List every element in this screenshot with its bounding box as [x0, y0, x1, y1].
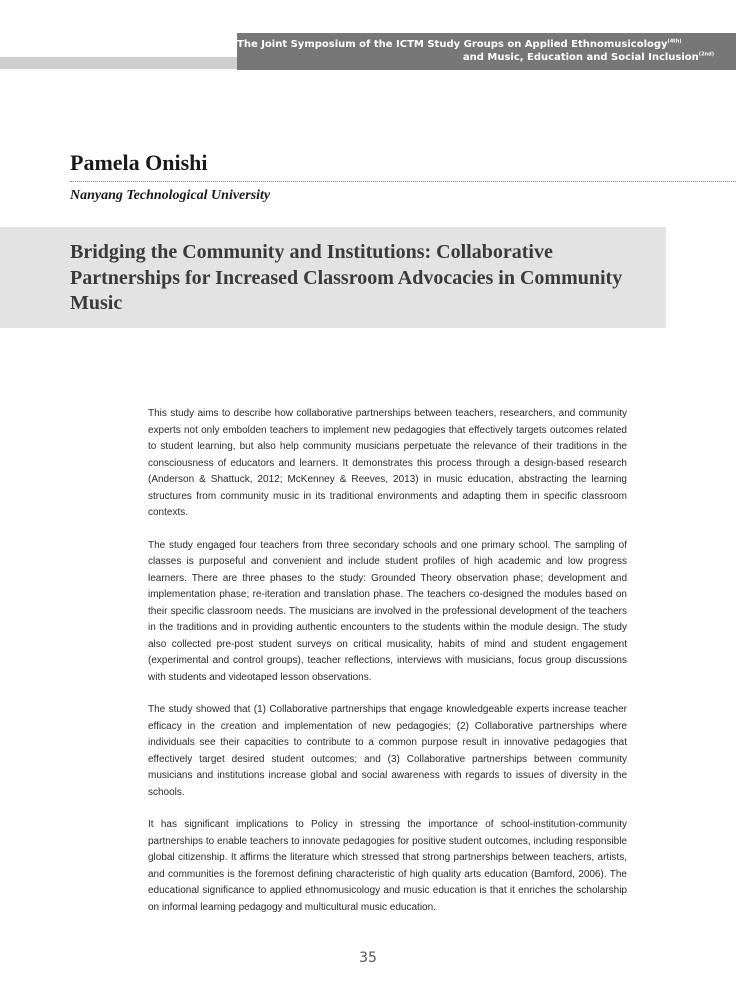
- page-number: 35: [359, 950, 377, 966]
- header-line-2-superscript: (2nd): [698, 51, 714, 58]
- header-line-1-superscript: (4th): [667, 38, 682, 45]
- abstract-paragraph-3: The study showed that (1) Collaborative partnerships that engage knowledgeable experts increase teacher efficacy in the creation and implementation of new pedagogies; (2) Collaborative partnerships where individuals see their capacities to contribute to a common purpose result in innovative pedagogies that effectively target desired student outcomes; and (3) Collaborative partnerships between community musicians and institutions increase global and social awareness with regards to issues of diversity in the schools.: [148, 704, 627, 798]
- author-divider: [70, 181, 736, 182]
- author-affiliation: Nanyang Technological University: [70, 188, 271, 203]
- paper-title: Bridging the Community and Institutions: Collaborative Partnerships for Increased Classroom Advocacies in Community Music: [70, 241, 623, 314]
- abstract: [148, 406, 627, 932]
- author-name: Pamela Onishi: [70, 150, 208, 175]
- abstract-paragraph-2: The study engaged four teachers from three secondary schools and one primary school. The sampling of classes is purposeful and convenient and include student profiles of high academic and low progress learners. There are three phases to the study: Grounded Theory observation phase; development and implementation phase; re-iteration and translation phase. The teachers co-designed the modules based on their specific classroom needs. The musicians are involved in the professional development of the teachers in the traditions and in providing authentic encounters to the students within the module design. The study also collected pre-post student surveys on critical musicality, habits of mind and student engagement (experimental and control groups), teacher reflections, interviews with musicians, focus group discussions with students and videotaped lesson observations.: [148, 539, 627, 683]
- running-header: [237, 33, 736, 70]
- header-line-1: The Joint Symposium of the ICTM Study Groups on Applied Ethnomusicology$^{(4th)}$: [237, 38, 682, 50]
- abstract-paragraph-4: It has significant implications to Policy in stressing the importance of school-institution-community partnerships to enable teachers to innovate pedagogies for positive student outcomes, including responsible global citizenship. It affirms the literature which stressed that strong partnerships between teachers, artists, and communities is the foremost defining characteristic of high quality arts education (Bamford, 2006). The educational significance to applied ethnomusicology and music education is that it enriches the scholarship on informal learning pedagogy and multicultural music education.: [148, 819, 627, 913]
- header-line-2: and Music, Education and Social Inclusion$^{(2nd)}$: [462, 51, 714, 63]
- abstract-paragraph-1: This study aims to describe how collaborative partnerships between teachers, researchers, and community experts not only embolden teachers to implement new pedagogies that effectively targets outcomes related to student learning, but also help community musicians perpetuate the relevance of their traditions in the consciousness of educators and learners. It demonstrates this process through a design-based research (Anderson & Shattuck, 2012; McKenney & Reeves, 2013) in music education, abstracting the learning structures from community music in its traditional environments and adapting them in specific classroom contexts.: [148, 408, 627, 518]
